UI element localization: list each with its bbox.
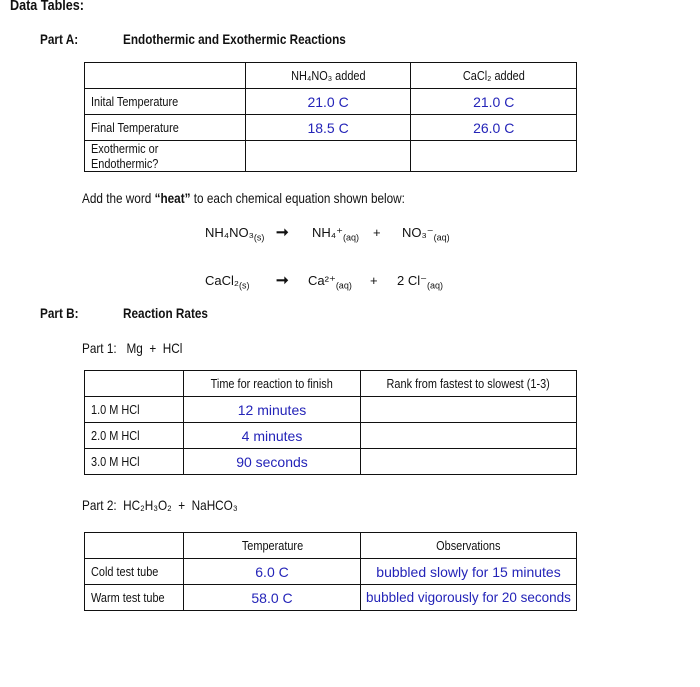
row-label: Warm test tube	[85, 585, 184, 611]
part-b-title: Reaction Rates	[123, 305, 208, 321]
arrow-icon: ➞	[276, 224, 289, 241]
row-label: 3.0 M HCl	[85, 449, 184, 475]
table-header-row	[85, 371, 577, 397]
table-header-cell: Temperature	[184, 533, 361, 559]
table-row	[85, 449, 577, 475]
page-heading: Data Tables:	[10, 0, 84, 14]
value-cell	[361, 423, 577, 449]
table-row	[85, 115, 577, 141]
table-row	[85, 89, 577, 115]
eq1-product-1: $NH_4^+_{(aq)}$	[312, 225, 359, 243]
observation-cell: bubbled vigorously for 20 seconds	[361, 585, 577, 611]
part-2-table	[84, 532, 577, 611]
eq2-reactant: $CaCl_2_{(s)}$	[205, 273, 250, 291]
part-b-label: Part B:	[40, 305, 79, 321]
row-label: Final Temperature	[85, 115, 246, 141]
table-header-cell: Rank from fastest to slowest (1-3)	[361, 371, 577, 397]
arrow-icon: ➞	[276, 272, 289, 289]
value-cell: 21.0 C	[411, 89, 577, 115]
eq2-product-2: 2 $Cl^-_{(aq)}$	[397, 273, 443, 291]
table-header-cell: Time for reaction to finish	[184, 371, 361, 397]
value-cell: 58.0 C	[184, 585, 361, 611]
part-1-table	[84, 370, 577, 475]
instruction-text: Add the word “heat” to each chemical equation shown below:	[82, 190, 405, 206]
part-a-table	[84, 62, 577, 172]
table-header-cell: Observations	[361, 533, 577, 559]
table-cell	[85, 63, 246, 89]
row-label: 1.0 M HCl	[85, 397, 184, 423]
value-cell	[245, 141, 411, 172]
table-row	[85, 559, 577, 585]
table-header-row	[85, 533, 577, 559]
part-a-title: Endothermic and Exothermic Reactions	[123, 31, 346, 47]
row-label: Exothermic or Endothermic?	[85, 141, 246, 172]
table-header-cell: NH₄NO₃ added	[245, 63, 411, 89]
value-cell: 90 seconds	[184, 449, 361, 475]
table-cell	[85, 533, 184, 559]
value-cell: 26.0 C	[411, 115, 577, 141]
eq1-reactant: $NH_4NO_3_{(s)}$	[205, 225, 265, 243]
eq1-product-2: $NO_3^-_{(aq)}$	[402, 225, 450, 243]
table-row	[85, 397, 577, 423]
row-label: 2.0 M HCl	[85, 423, 184, 449]
eq2-plus: +	[370, 273, 378, 288]
eq2-product-1: $Ca^{2+}_{(aq)}$	[308, 273, 352, 291]
value-cell: 18.5 C	[245, 115, 411, 141]
value-cell: 4 minutes	[184, 423, 361, 449]
observation-cell: bubbled slowly for 15 minutes	[361, 559, 577, 585]
part-1-label: Part 1: Mg + HCl	[82, 340, 183, 356]
value-cell: 12 minutes	[184, 397, 361, 423]
table-row	[85, 423, 577, 449]
part-2-label: Part 2: HC₂H₃O₂ + NaHCO₃	[82, 497, 238, 513]
row-label: Inital Temperature	[85, 89, 246, 115]
value-cell	[411, 141, 577, 172]
value-cell	[361, 449, 577, 475]
table-header-cell: CaCl₂ added	[411, 63, 577, 89]
eq1-plus: +	[373, 225, 381, 240]
table-row	[85, 585, 577, 611]
value-cell: 6.0 C	[184, 559, 361, 585]
table-row	[85, 141, 577, 172]
table-cell	[85, 371, 184, 397]
table-header-row	[85, 63, 577, 89]
value-cell	[361, 397, 577, 423]
row-label: Cold test tube	[85, 559, 184, 585]
value-cell: 21.0 C	[245, 89, 411, 115]
part-a-label: Part A:	[40, 31, 79, 47]
